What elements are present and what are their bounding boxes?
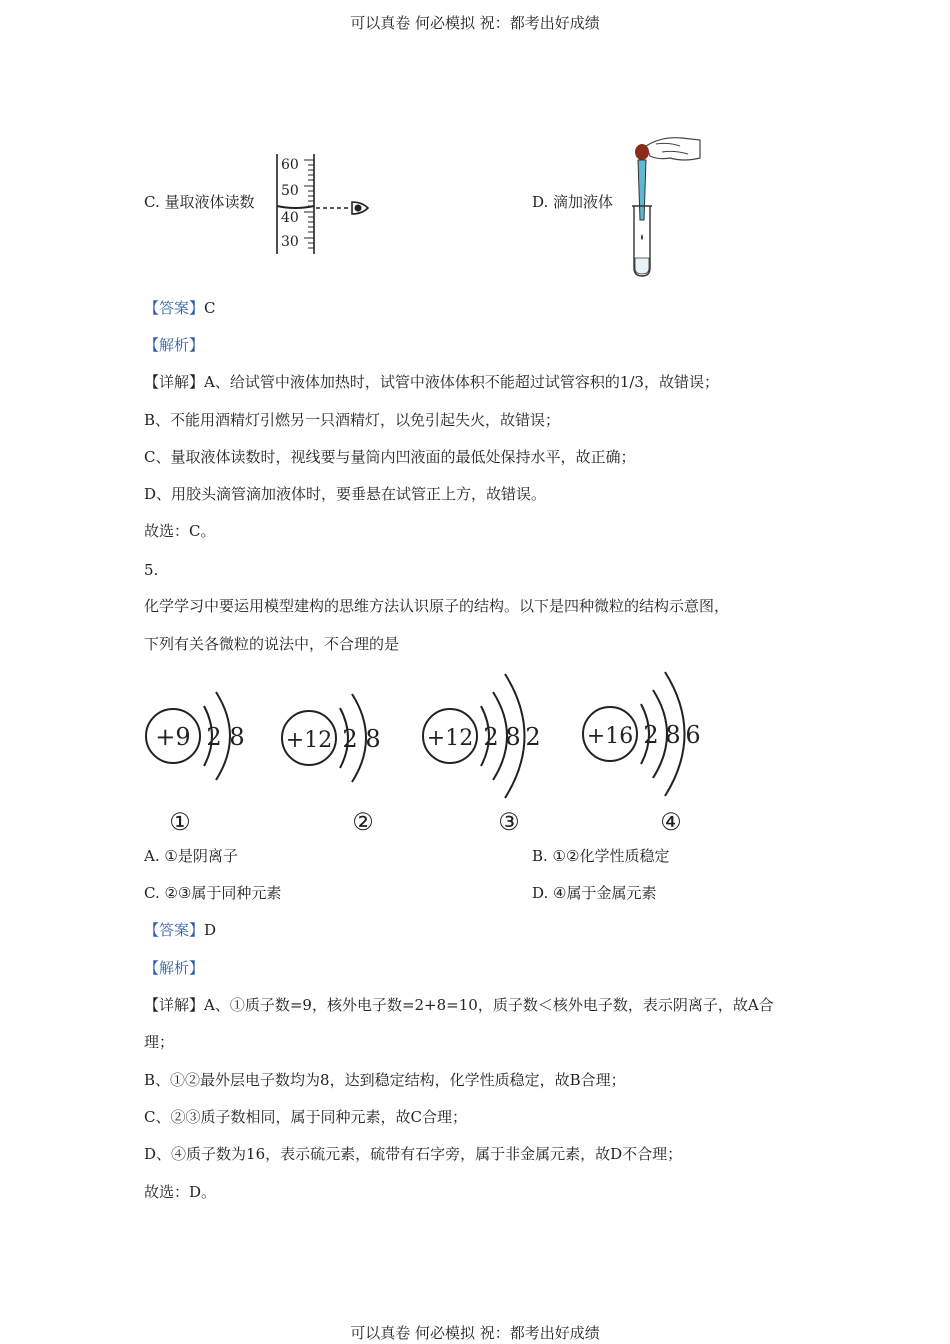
particle-diagram-3 — [416, 666, 556, 840]
detail-line: D、④质子数为16，表示硫元素，硫带有石字旁，属于非金属元素，故D不合理； — [144, 1145, 683, 1163]
choose-line: 故选：D。 — [144, 1183, 217, 1201]
answer-value: D — [204, 921, 217, 939]
detail-line: B、不能用酒精灯引燃另一只酒精灯，以免引起失火，故错误； — [144, 411, 561, 429]
electron-count: 2 — [342, 725, 358, 753]
electron-count: 8 — [665, 721, 681, 749]
electron-count: 2 — [643, 721, 659, 749]
nucleus-charge: +12 — [285, 728, 333, 753]
option-c: C. ②③属于同种元素 — [144, 884, 282, 902]
option-c-label: C. 量取液体读数 — [144, 193, 255, 211]
particle-tag: ① — [169, 808, 191, 836]
detail-line: C、量取液体读数时，视线要与量筒内凹液面的最低处保持水平，故正确； — [144, 448, 636, 466]
question-stem: 下列有关各微粒的说法中，不合理的是 — [144, 635, 400, 653]
detail-line: 【详解】A、给试管中液体加热时，试管中液体体积不能超过试管容积的1/3，故错误； — [144, 373, 719, 391]
option-d-label: D. 滴加液体 — [532, 193, 614, 211]
analysis-tag: 【解析】 — [144, 959, 205, 977]
electron-count: 8 — [505, 723, 521, 751]
nucleus-charge: +16 — [586, 724, 634, 749]
option-b: B. ①②化学性质稳定 — [532, 847, 670, 865]
answer-tag: 【答案】 — [144, 299, 205, 317]
option-a: A. ①是阴离子 — [144, 847, 238, 865]
electron-count: 2 — [483, 723, 499, 751]
page-header: 可以真卷 何必模拟 祝：都考出好成绩 — [350, 14, 600, 32]
cylinder-tick-30: 30 — [281, 234, 299, 250]
particle-diagram-4 — [578, 666, 718, 840]
detail-line: C、②③质子数相同，属于同种元素，故C合理； — [144, 1108, 467, 1126]
cylinder-tick-50: 50 — [281, 183, 299, 199]
cylinder-tick-60: 60 — [281, 157, 299, 173]
detail-line: 【详解】A、①质子数=9，核外电子数=2+8=10，质子数＜核外电子数，表示阴离子，故A合 — [144, 996, 774, 1014]
question-number: 5. — [144, 561, 159, 579]
electron-count: 8 — [365, 725, 381, 753]
option-d: D. ④属于金属元素 — [532, 884, 657, 902]
nucleus-charge: +9 — [155, 723, 191, 751]
choose-line: 故选：C。 — [144, 522, 216, 540]
dropper-test-tube-figure — [622, 134, 704, 279]
nucleus-charge: +12 — [426, 726, 474, 751]
question-stem: 化学学习中要运用模型建构的思维方法认识原子的结构。以下是四种微粒的结构示意图， — [144, 597, 730, 615]
electron-count: 6 — [685, 721, 701, 749]
detail-line: 理； — [144, 1033, 175, 1051]
cylinder-tick-40: 40 — [281, 210, 299, 226]
page-footer: 可以真卷 何必模拟 祝：都考出好成绩 — [350, 1324, 600, 1342]
particle-tag: ④ — [660, 808, 682, 836]
answer-tag: 【答案】 — [144, 921, 205, 939]
analysis-tag: 【解析】 — [144, 336, 205, 354]
electron-count: 8 — [229, 723, 245, 751]
detail-line: D、用胶头滴管滴加液体时，要垂悬在试管正上方，故错误。 — [144, 485, 547, 503]
eye-icon — [352, 202, 368, 214]
electron-count: 2 — [525, 723, 541, 751]
answer-value: C — [204, 299, 216, 317]
particle-tag: ② — [352, 808, 374, 836]
graduated-cylinder-figure — [270, 150, 380, 260]
particle-tag: ③ — [498, 808, 520, 836]
electron-count: 2 — [206, 723, 222, 751]
particle-diagram-2 — [278, 680, 398, 840]
particle-diagram-1 — [140, 680, 260, 840]
detail-line: B、①②最外层电子数均为8，达到稳定结构，化学性质稳定，故B合理； — [144, 1071, 626, 1089]
